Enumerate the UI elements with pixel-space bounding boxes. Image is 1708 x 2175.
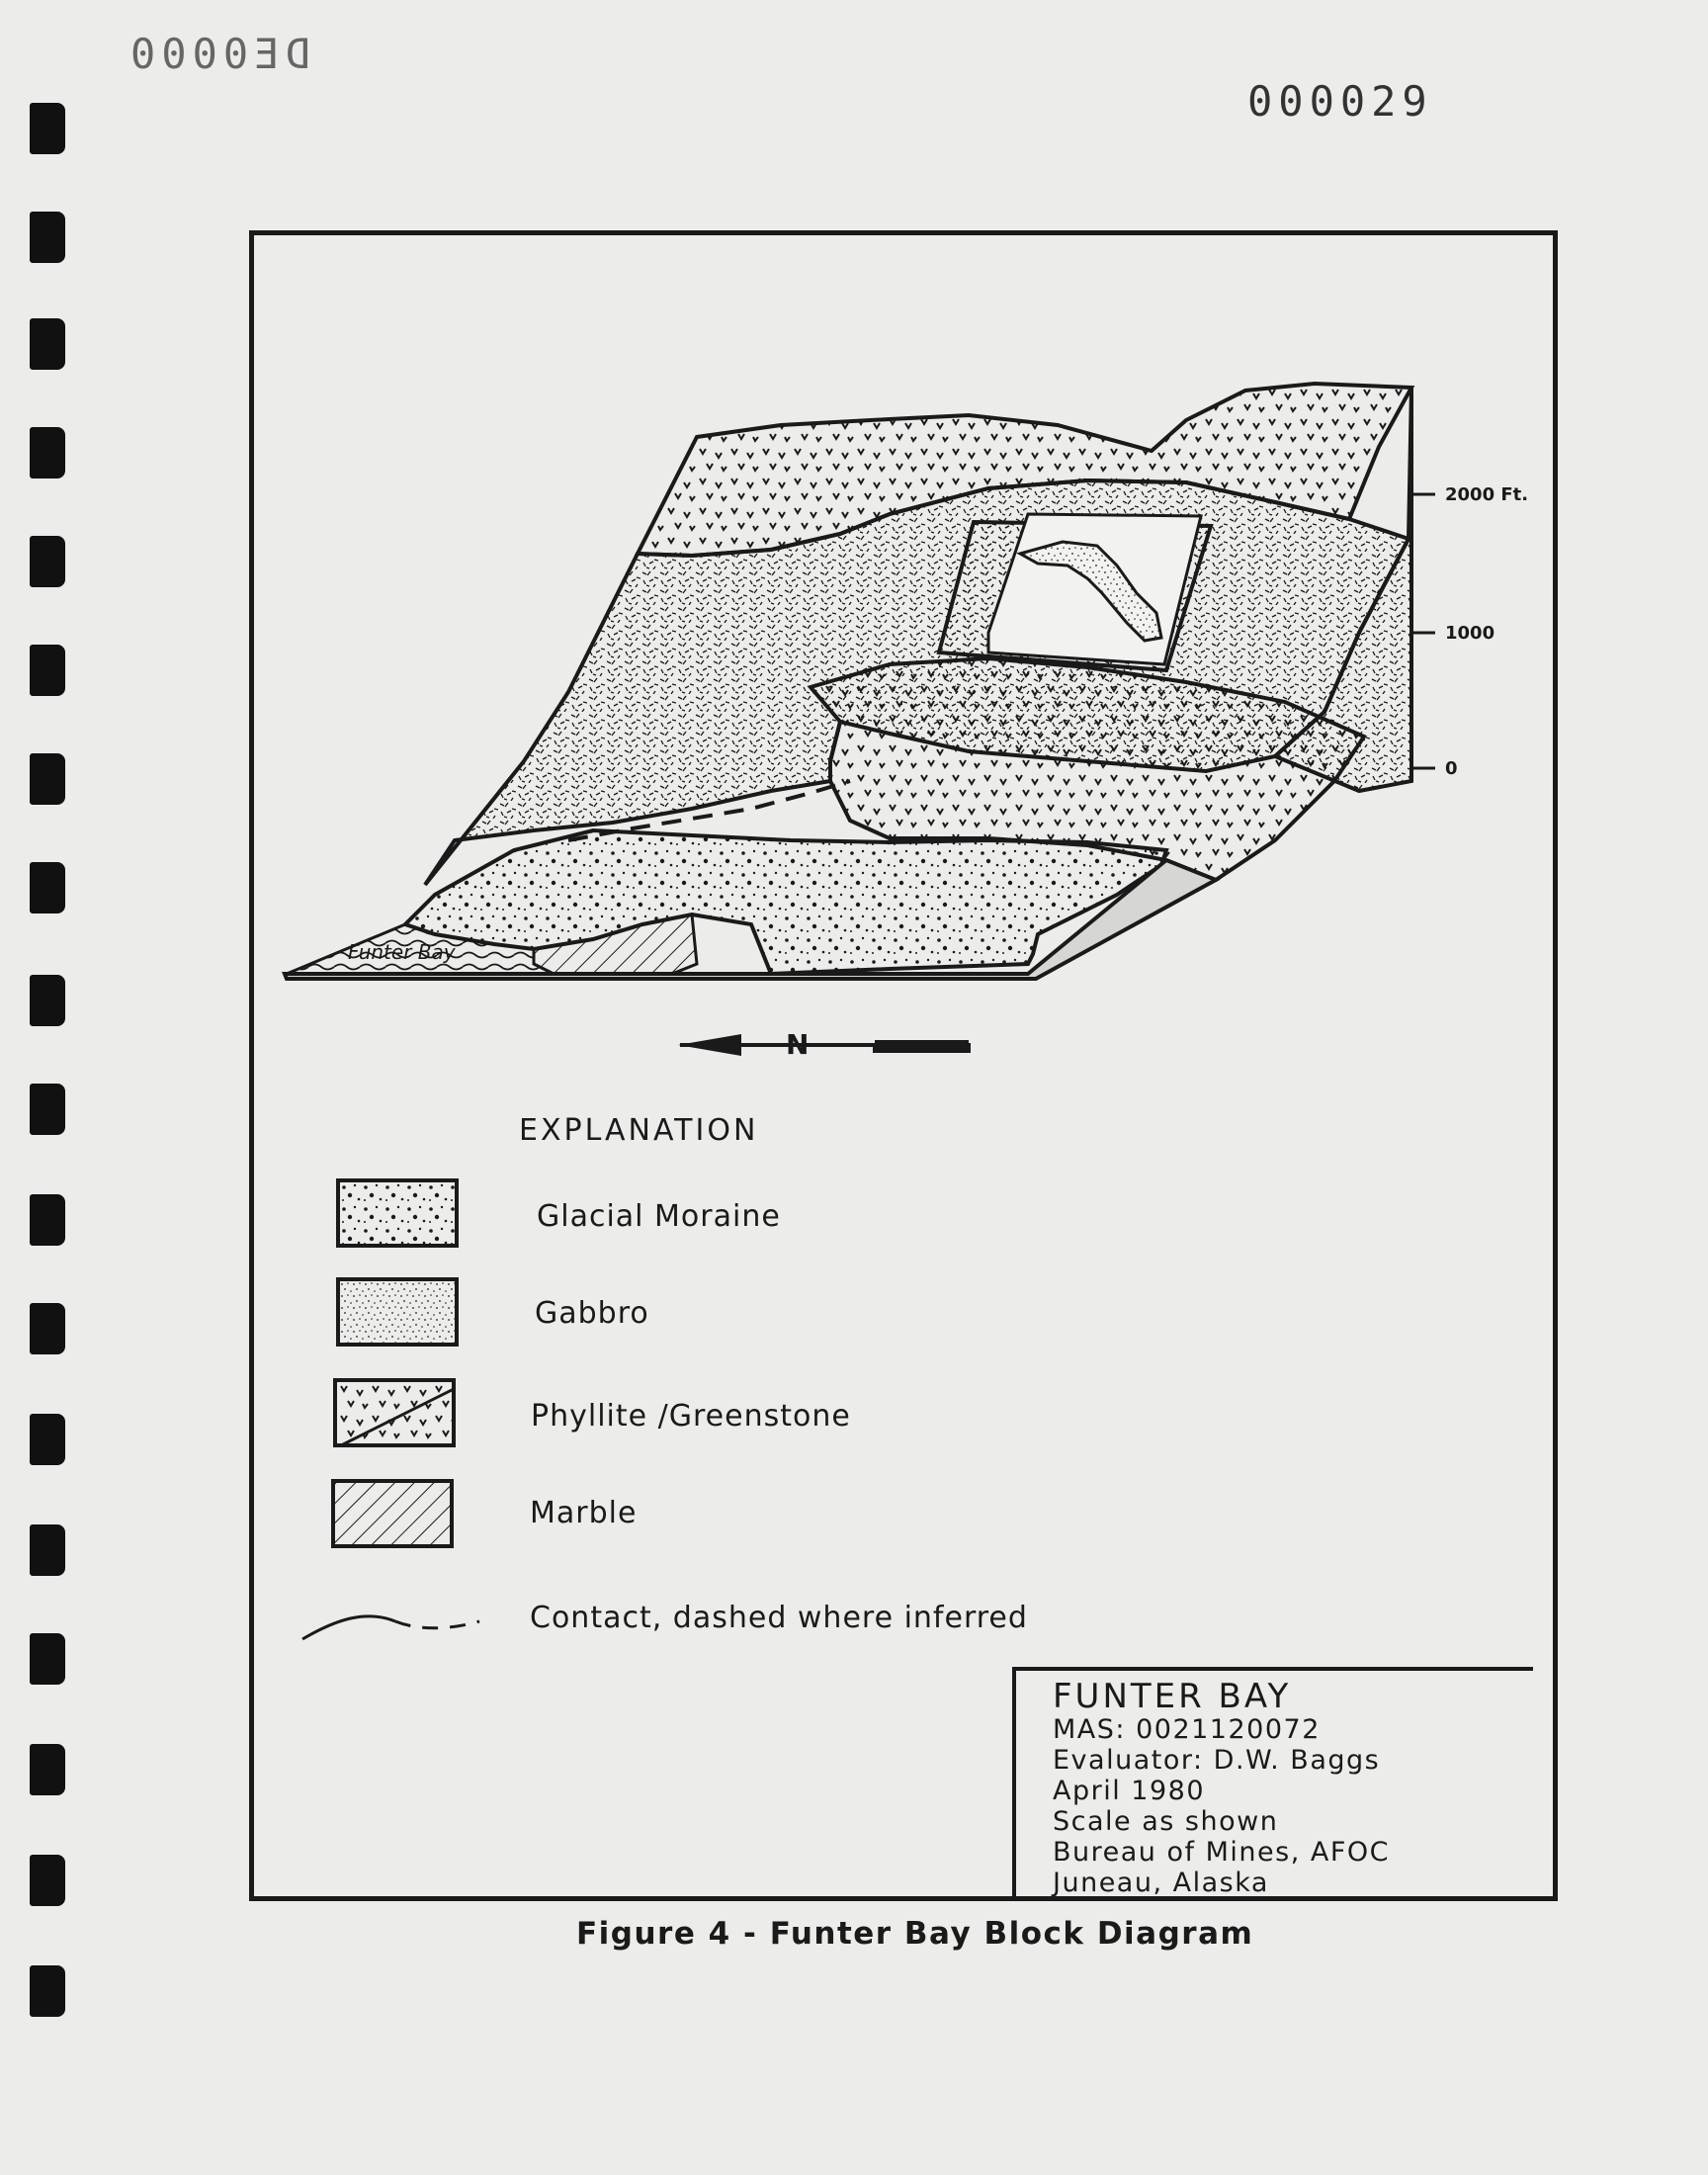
north-arrow (678, 1028, 969, 1061)
scale-label-2000: 2000 Ft. (1445, 484, 1529, 505)
punch-hole (30, 1633, 65, 1685)
punch-hole (30, 1303, 65, 1354)
title-block-date: April 1980 (1053, 1776, 1206, 1806)
marble-label: Marble (530, 1496, 638, 1530)
gabbro-swatch (336, 1277, 459, 1347)
page-stamp-left: DE0000 (125, 30, 310, 78)
punch-hole (30, 1524, 65, 1576)
title-block-evaluator: Evaluator: D.W. Baggs (1053, 1745, 1381, 1776)
phyllite-greenstone-label: Phyllite /Greenstone (531, 1399, 851, 1434)
title-block-scale: Scale as shown (1053, 1806, 1279, 1837)
marble-swatch (331, 1479, 454, 1548)
scale-label-1000: 1000 (1445, 623, 1495, 644)
title-block (1012, 1667, 1533, 1901)
punch-hole (30, 1744, 65, 1795)
inset-window (939, 514, 1211, 670)
gabbro-label: Gabbro (535, 1296, 649, 1331)
glacial-moraine-swatch (336, 1178, 459, 1248)
legend-title: EXPLANATION (519, 1113, 759, 1148)
vertical-scale (1411, 494, 1435, 768)
figure-caption: Figure 4 - Funter Bay Block Diagram (576, 1916, 1254, 1952)
funter-bay-label: Funter Bay (348, 940, 456, 964)
punch-hole (30, 1965, 65, 2017)
contact-line-label: Contact, dashed where inferred (530, 1601, 1028, 1635)
title-block-mas: MAS: 0021120072 (1053, 1714, 1321, 1745)
contact-line-swatch (297, 1600, 484, 1649)
scale-label-0: 0 (1445, 758, 1458, 779)
punch-hole (30, 1084, 65, 1135)
glacial-moraine-label: Glacial Moraine (537, 1199, 781, 1234)
north-arrow-label: N (786, 1028, 810, 1061)
punch-hole (30, 1414, 65, 1465)
title-block-agency: Bureau of Mines, AFOC (1053, 1837, 1390, 1868)
title-block-name: FUNTER BAY (1053, 1677, 1292, 1716)
punch-hole (30, 1855, 65, 1906)
page-number-stamp: 000029 (1247, 77, 1433, 126)
punch-hole (30, 1194, 65, 1246)
phyllite-greenstone-swatch (333, 1378, 456, 1447)
title-block-location: Juneau, Alaska (1053, 1868, 1269, 1898)
